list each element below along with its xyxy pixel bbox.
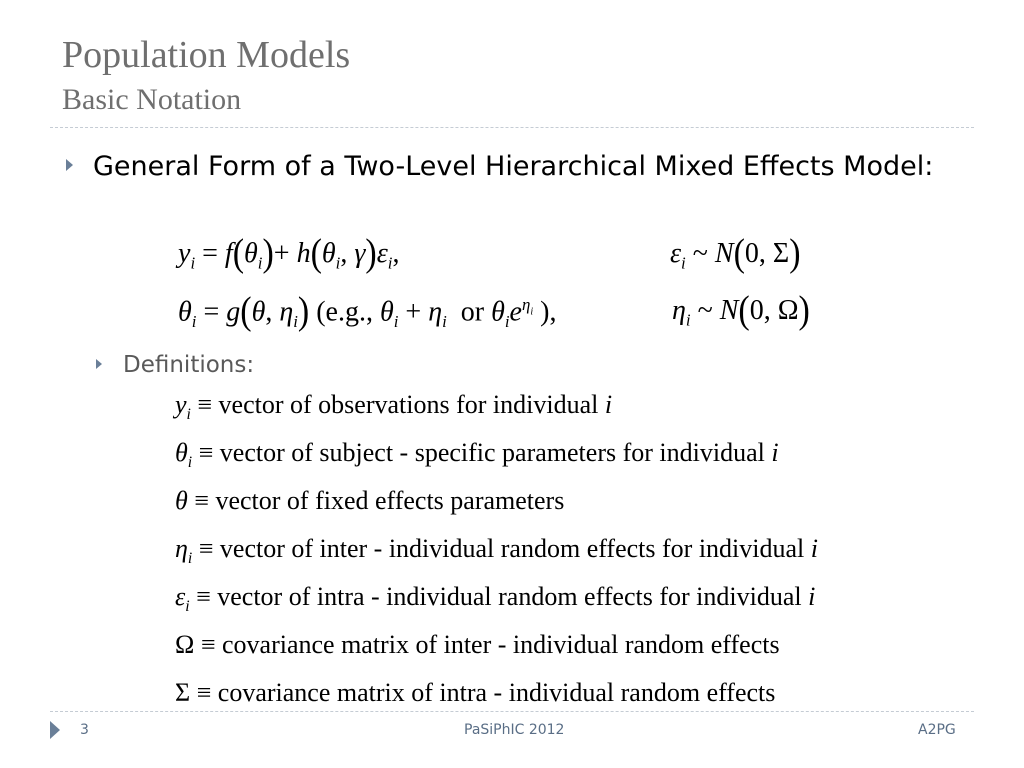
equation-observation-model: $y_i = f(\theta_i)+ h(\theta_i$, $\gamma)\varepsilon_i$, — [178, 232, 400, 275]
definition-row: $y_i$ ≡ vector of observations for individual i — [175, 390, 613, 424]
definition-row: $\eta_i$ ≡ vector of inter - individual random effects for individual i — [175, 534, 818, 568]
definition-row: Σ ≡ covariance matrix of intra - individual random effects — [175, 678, 776, 707]
page-marker-icon — [50, 721, 60, 739]
definitions-label: Definitions: — [123, 352, 255, 378]
equation-random-effect-distribution: $\eta_i$ ~ N(0, Ω) — [672, 289, 810, 332]
main-bullet-text: General Form of a Two-Level Hierarchical Mixed Effects Model: — [93, 151, 934, 182]
definition-row: $\theta_i$ ≡ vector of subject - specific parameters for individual i — [175, 438, 779, 472]
footer-event: PaSiPhIC 2012 — [464, 722, 565, 738]
equation-parameter-model: $\theta_i = g(\theta$, $\eta_i$) (e.g., $\theta_i + \eta_i$ or $\theta_ie^{\eta_i}$ ), — [178, 290, 557, 334]
definition-row: $\varepsilon_i$ ≡ vector of intra - individual random effects for individual i — [175, 582, 816, 616]
title-divider — [50, 127, 974, 128]
page-number: 3 — [80, 722, 89, 738]
footer-org: A2PG — [918, 722, 956, 738]
bullet-arrow-icon — [66, 159, 73, 171]
equation-residual-distribution: $\varepsilon_i$ ~ N(0, Σ) — [670, 232, 801, 275]
sub-bullet-arrow-icon — [96, 359, 102, 369]
slide-title: Population Models — [62, 34, 351, 76]
definition-row: Ω ≡ covariance matrix of inter - individual random effects — [175, 630, 780, 659]
definition-row: θ ≡ vector of fixed effects parameters — [175, 486, 565, 515]
slide-subtitle: Basic Notation — [62, 83, 242, 116]
footer-divider — [50, 711, 974, 712]
